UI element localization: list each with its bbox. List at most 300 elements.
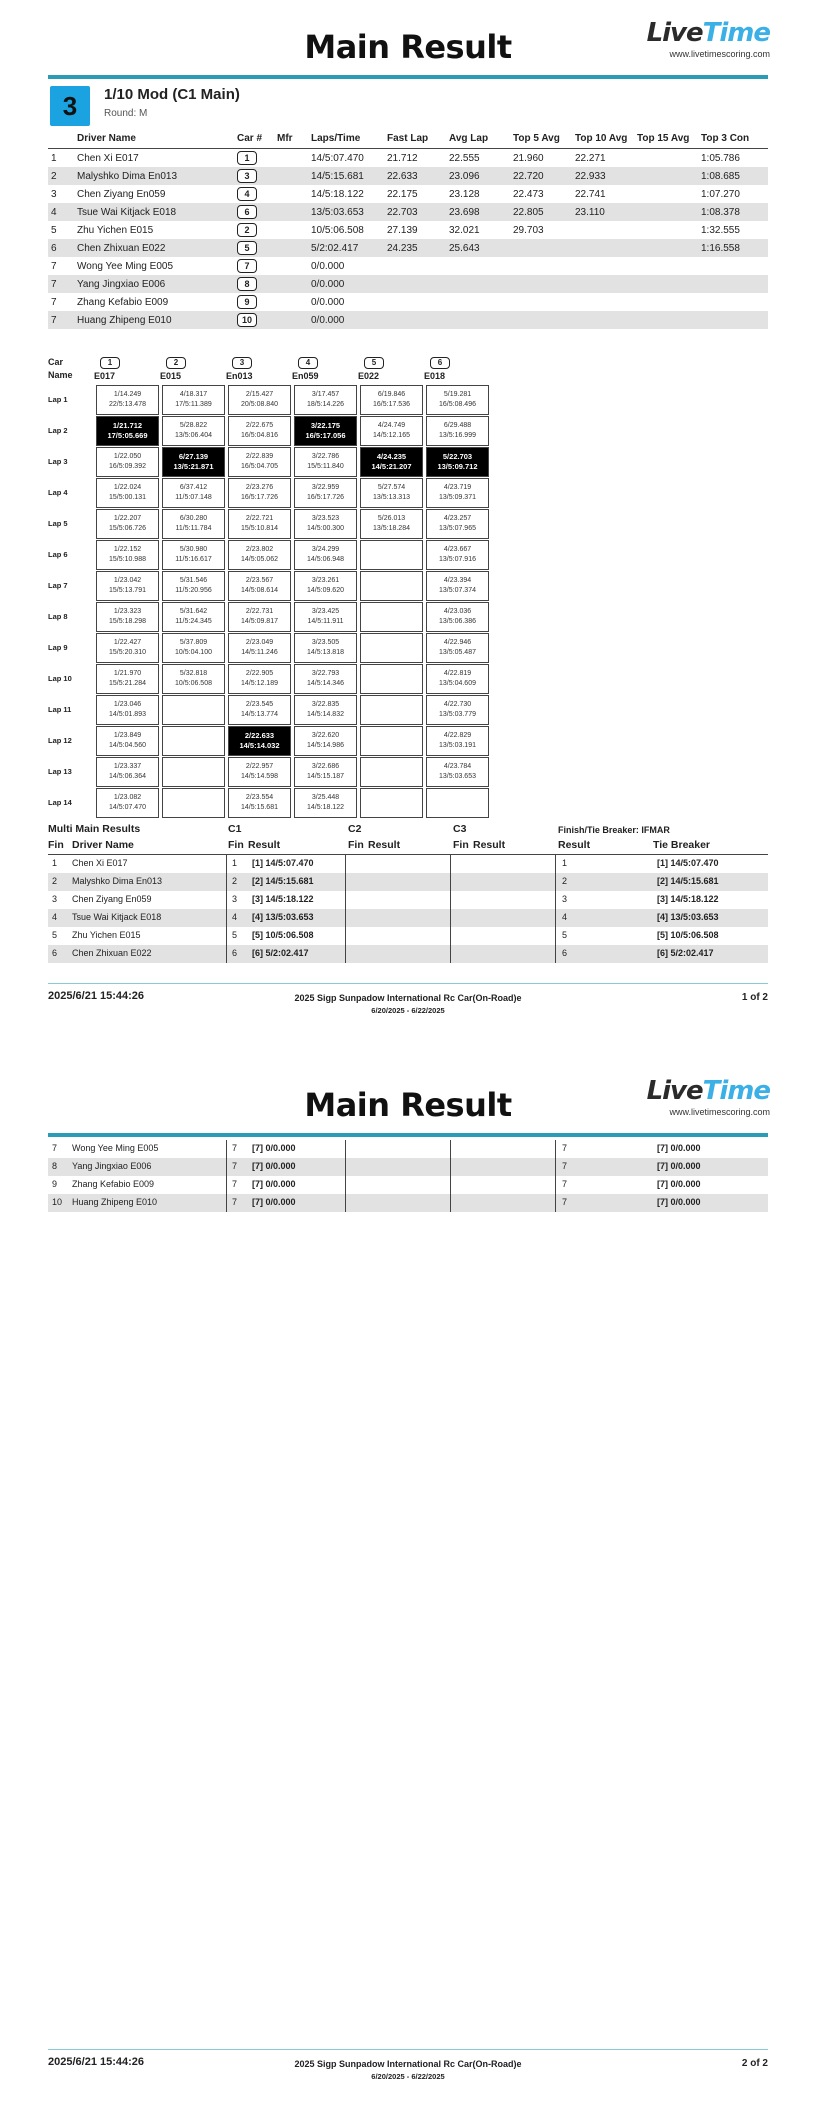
cell-mfr bbox=[274, 275, 308, 293]
lap-cell bbox=[162, 385, 225, 415]
mm-result: 7 bbox=[562, 1179, 568, 1189]
mm-c1-fin: 7 bbox=[232, 1179, 238, 1189]
logo-time-text: Time bbox=[702, 18, 770, 48]
cell-top10: 23.110 bbox=[572, 203, 634, 221]
lap-total-time: 16/5:08.496 bbox=[439, 401, 476, 408]
mm-c1-fin: 2 bbox=[232, 876, 238, 886]
fin-header: Fin bbox=[48, 839, 64, 851]
lap-cell bbox=[294, 447, 357, 477]
lap-position-time: 4/23.719 bbox=[443, 484, 472, 491]
lap-cell bbox=[162, 509, 225, 539]
table-row bbox=[48, 185, 768, 203]
lap-cell bbox=[360, 509, 423, 539]
cell-top3con bbox=[698, 293, 768, 311]
cell-top10 bbox=[572, 311, 634, 329]
lap-cell bbox=[162, 416, 225, 446]
lap-position-time: 1/22.024 bbox=[113, 484, 142, 491]
results-table bbox=[48, 128, 768, 329]
cell-top15 bbox=[634, 239, 698, 257]
lap-cell-empty bbox=[360, 726, 423, 756]
lap-position-time: 4/24.749 bbox=[377, 422, 406, 429]
column-divider bbox=[345, 1140, 346, 1212]
lap-total-time: 15/5:06.726 bbox=[109, 525, 146, 532]
lap-cell bbox=[228, 602, 291, 632]
cell-fast: 22.703 bbox=[384, 203, 446, 221]
col-top15-avg: Top 15 Avg bbox=[634, 128, 698, 149]
lap-total-time: 13/5:18.284 bbox=[373, 525, 410, 532]
lap-total-time: 15/5:10.988 bbox=[109, 556, 146, 563]
driver-name-header: Driver Name bbox=[72, 839, 134, 851]
mm-c1-result: [1] 14/5:07.470 bbox=[252, 858, 314, 868]
cell-fast: 22.175 bbox=[387, 188, 418, 200]
lap-total-time: 16/5:17.056 bbox=[305, 431, 346, 440]
lap-total-time: 13/5:07.916 bbox=[439, 556, 476, 563]
lap-column-header bbox=[94, 357, 158, 381]
lap-cell bbox=[162, 571, 225, 601]
lap-cell bbox=[426, 757, 489, 787]
lap-total-time: 14/5:14.986 bbox=[307, 742, 344, 749]
col-mfr: Mfr bbox=[274, 128, 308, 149]
lap-position-time: 2/22.905 bbox=[245, 670, 274, 677]
lap-total-time: 14/5:12.165 bbox=[373, 432, 410, 439]
cell-top3con: 1:16.558 bbox=[698, 239, 768, 257]
mm-driver: Chen Ziyang En059 bbox=[72, 894, 152, 904]
lap-cell bbox=[96, 447, 159, 477]
mm-c1-result: [3] 14/5:18.122 bbox=[252, 894, 314, 904]
lap-total-time: 16/5:17.726 bbox=[307, 494, 344, 501]
lap-position-time: 4/23.784 bbox=[443, 763, 472, 770]
cell-mfr bbox=[274, 239, 308, 257]
mm-result: 4 bbox=[562, 912, 568, 922]
footer-dates-2: 6/20/2025 - 6/22/2025 bbox=[371, 2072, 445, 2081]
lap-position-time: 4/22.946 bbox=[443, 639, 472, 646]
lap-total-time: 13/5:16.999 bbox=[439, 432, 476, 439]
c3-fin-header: Fin bbox=[453, 839, 469, 851]
cell-pos: 7 bbox=[51, 296, 57, 308]
cell-driver: Wong Yee Ming E005 bbox=[77, 260, 174, 272]
lap-total-time: 11/5:20.956 bbox=[175, 587, 212, 594]
multi-main-row bbox=[48, 1176, 768, 1194]
footer-rule-1 bbox=[48, 983, 768, 984]
cell-top3con bbox=[698, 257, 768, 275]
mm-fin: 2 bbox=[52, 876, 58, 886]
mm-driver: Tsue Wai Kitjack E018 bbox=[72, 912, 162, 922]
lap-cell-empty bbox=[360, 788, 423, 818]
cell-laps: 14/5:15.681 bbox=[308, 167, 384, 185]
mm-tiebreaker: [3] 14/5:18.122 bbox=[657, 894, 719, 904]
lap-cell-empty bbox=[360, 695, 423, 725]
car-number-badge: 1 bbox=[237, 151, 257, 165]
lap-total-time: 13/5:03.191 bbox=[439, 742, 476, 749]
cell-top10 bbox=[572, 221, 634, 239]
livetime-logo-2 bbox=[630, 1076, 770, 1116]
car-number-badge: 6 bbox=[430, 357, 450, 369]
lap-total-time: 14/5:04.560 bbox=[109, 742, 146, 749]
lap-position-time: 3/23.523 bbox=[311, 515, 340, 522]
cell-fast: 21.712 bbox=[387, 152, 418, 164]
lap-cell bbox=[96, 571, 159, 601]
lap-total-time: 11/5:11.784 bbox=[175, 525, 212, 532]
logo-time-text-2: Time bbox=[702, 1076, 770, 1106]
mm-fin: 10 bbox=[52, 1197, 63, 1207]
lap-position-time: 6/37.412 bbox=[179, 484, 208, 491]
cell-fast: 27.139 bbox=[387, 224, 418, 236]
car-number-cell bbox=[234, 275, 274, 293]
table-row bbox=[48, 311, 768, 329]
cell-fast: 22.633 bbox=[384, 167, 446, 185]
lap-cell bbox=[294, 726, 357, 756]
lap-cell bbox=[294, 788, 357, 818]
lap-position-time: 1/14.249 bbox=[113, 391, 142, 398]
mm-fin: 8 bbox=[52, 1161, 58, 1171]
cell-pos: 4 bbox=[48, 203, 74, 221]
mm-tiebreaker: [7] 0/0.000 bbox=[657, 1143, 701, 1153]
lap-position-time: 4/23.257 bbox=[443, 515, 472, 522]
lap-position-time: 3/22.175 bbox=[310, 421, 341, 430]
col-car: Car # bbox=[234, 128, 274, 149]
lap-position-time: 5/32.818 bbox=[179, 670, 208, 677]
lap-position-time: 6/30.280 bbox=[179, 515, 208, 522]
multi-main-row bbox=[48, 1140, 768, 1158]
lap-position-time: 4/22.730 bbox=[443, 701, 472, 708]
lap-position-time: 4/18.317 bbox=[179, 391, 208, 398]
multi-main-row bbox=[48, 855, 768, 873]
results-header-row bbox=[48, 128, 768, 149]
column-divider bbox=[450, 855, 451, 963]
mm-c1-result: [7] 0/0.000 bbox=[252, 1197, 296, 1207]
cell-top15 bbox=[634, 203, 698, 221]
lap-total-time: 16/5:09.392 bbox=[109, 463, 146, 470]
page-title-2: Main Result bbox=[304, 1086, 512, 1124]
header-rule bbox=[48, 75, 768, 79]
lap-total-time: 22/5:13.478 bbox=[109, 401, 146, 408]
lap-cell bbox=[426, 695, 489, 725]
cell-mfr bbox=[274, 185, 308, 203]
col-fast-lap: Fast Lap bbox=[384, 128, 446, 149]
lap-cell-empty bbox=[360, 540, 423, 570]
col-driver-name: Driver Name bbox=[74, 128, 234, 149]
lap-cell bbox=[228, 509, 291, 539]
lap-position-time: 5/31.546 bbox=[179, 577, 208, 584]
multi-main-row bbox=[48, 1194, 768, 1212]
mm-tiebreaker: [4] 13/5:03.653 bbox=[657, 912, 719, 922]
lap-position-time: 5/28.822 bbox=[179, 422, 208, 429]
lap-position-time: 2/23.276 bbox=[245, 484, 274, 491]
lap-cell-empty bbox=[162, 757, 225, 787]
lap-position-time: 1/21.970 bbox=[113, 670, 142, 677]
cell-mfr bbox=[274, 311, 308, 329]
lap-position-time: 2/22.633 bbox=[244, 731, 275, 740]
logo-url: www.livetimescoring.com bbox=[669, 49, 770, 59]
lap-total-time: 14/5:14.598 bbox=[241, 773, 278, 780]
lap-position-time: 1/21.712 bbox=[112, 421, 143, 430]
lap-cell-best bbox=[360, 447, 423, 477]
lap-total-time: 13/5:09.371 bbox=[439, 494, 476, 501]
lap-column-driver: En013 bbox=[226, 371, 253, 381]
lap-cell bbox=[360, 478, 423, 508]
cell-driver: Zhang Kefabio E009 bbox=[77, 296, 169, 308]
cell-laps: 0/0.000 bbox=[311, 296, 345, 308]
lap-cell-empty bbox=[360, 602, 423, 632]
car-number-cell bbox=[234, 185, 274, 203]
car-number-cell bbox=[234, 203, 274, 221]
lap-total-time: 14/5:11.246 bbox=[241, 649, 278, 656]
lap-position-time: 6/29.488 bbox=[443, 422, 472, 429]
mm-driver: Yang Jingxiao E006 bbox=[72, 1161, 152, 1171]
lap-cell bbox=[162, 478, 225, 508]
lap-total-time: 13/5:13.313 bbox=[373, 494, 410, 501]
lap-cell-empty bbox=[162, 788, 225, 818]
tiebreaker-title: Finish/Tie Breaker: IFMAR bbox=[558, 825, 670, 835]
mm-result: 6 bbox=[562, 948, 568, 958]
lap-label: Lap 11 bbox=[48, 705, 72, 714]
lap-cell bbox=[360, 385, 423, 415]
cell-top15 bbox=[634, 257, 698, 275]
mm-fin: 7 bbox=[52, 1143, 58, 1153]
lap-cell bbox=[228, 416, 291, 446]
cell-avg: 23.128 bbox=[449, 188, 480, 200]
lap-position-time: 3/25.448 bbox=[311, 794, 340, 801]
lap-cell bbox=[294, 757, 357, 787]
lap-total-time: 14/5:12.189 bbox=[241, 680, 278, 687]
table-row bbox=[48, 239, 768, 257]
c2-result-header: Result bbox=[368, 839, 401, 851]
lap-position-time: 2/15.427 bbox=[245, 391, 274, 398]
column-divider bbox=[226, 855, 227, 963]
lap-column-driver: En059 bbox=[292, 371, 319, 381]
cell-top15 bbox=[634, 149, 698, 168]
column-divider bbox=[226, 1140, 227, 1212]
lap-cell bbox=[96, 540, 159, 570]
footer-page-number-2: 2 of 2 bbox=[741, 2058, 768, 2069]
mm-fin: 5 bbox=[52, 930, 58, 940]
cell-pos: 7 bbox=[51, 260, 57, 272]
cell-driver: Zhu Yichen E015 bbox=[77, 224, 154, 236]
lap-column-header bbox=[292, 357, 356, 381]
lap-cell-best bbox=[228, 726, 291, 756]
mm-result: 7 bbox=[562, 1161, 568, 1171]
cell-top3con: 1:08.685 bbox=[698, 167, 768, 185]
col-top3-con: Top 3 Con bbox=[698, 128, 768, 149]
mm-driver: Chen Zhixuan E022 bbox=[72, 948, 152, 958]
footer-timestamp: 2025/6/21 15:44:26 bbox=[48, 990, 145, 1002]
lap-total-time: 16/5:17.726 bbox=[241, 494, 278, 501]
table-row bbox=[48, 149, 768, 168]
lap-position-time: 3/23.261 bbox=[311, 577, 340, 584]
lap-cell bbox=[426, 416, 489, 446]
table-row bbox=[48, 293, 768, 311]
mm-result: 5 bbox=[562, 930, 568, 940]
lap-cell bbox=[228, 385, 291, 415]
cell-top10: 22.933 bbox=[572, 167, 634, 185]
cell-top5 bbox=[510, 275, 572, 293]
lap-total-time: 14/5:15.681 bbox=[241, 804, 278, 811]
car-number-badge: 4 bbox=[237, 187, 257, 201]
car-number-badge: 3 bbox=[232, 357, 252, 369]
mm-tiebreaker: [5] 10/5:06.508 bbox=[657, 930, 719, 940]
car-number-cell bbox=[234, 311, 274, 329]
lap-chart-header bbox=[48, 357, 488, 385]
cell-top15 bbox=[634, 311, 698, 329]
lap-total-time: 15/5:11.840 bbox=[307, 463, 344, 470]
lap-total-time: 17/5:05.669 bbox=[107, 431, 148, 440]
cell-laps: 0/0.000 bbox=[311, 260, 345, 272]
col-avg-lap: Avg Lap bbox=[446, 128, 510, 149]
lap-total-time: 14/5:15.187 bbox=[307, 773, 344, 780]
lap-position-time: 3/22.620 bbox=[311, 732, 340, 739]
mm-c1-fin: 1 bbox=[232, 858, 238, 868]
lap-total-time: 14/5:08.614 bbox=[241, 587, 278, 594]
mm-c1-result: [7] 0/0.000 bbox=[252, 1143, 296, 1153]
mm-tiebreaker: [1] 14/5:07.470 bbox=[657, 858, 719, 868]
lap-cell-empty bbox=[360, 757, 423, 787]
mm-result: 1 bbox=[562, 858, 568, 868]
lap-total-time: 15/5:18.298 bbox=[109, 618, 146, 625]
cell-top10 bbox=[572, 239, 634, 257]
cell-top5: 22.805 bbox=[510, 203, 572, 221]
cell-laps: 0/0.000 bbox=[308, 311, 384, 329]
lap-cell bbox=[294, 478, 357, 508]
lap-total-time: 15/5:00.131 bbox=[109, 494, 146, 501]
lap-position-time: 2/23.554 bbox=[245, 794, 274, 801]
cell-avg: 32.021 bbox=[449, 224, 480, 236]
lap-cell bbox=[294, 695, 357, 725]
lap-label: Lap 13 bbox=[48, 767, 72, 776]
header-rule-2 bbox=[48, 1133, 768, 1137]
lap-label: Lap 2 bbox=[48, 426, 68, 435]
lap-column-driver: E017 bbox=[94, 371, 116, 381]
cell-top15 bbox=[634, 275, 698, 293]
cell-top3con bbox=[698, 311, 768, 329]
page-title: Main Result bbox=[304, 28, 512, 66]
lap-total-time: 14/5:21.207 bbox=[371, 462, 412, 471]
logo-live-text: Live bbox=[646, 18, 703, 48]
cell-top5 bbox=[510, 257, 572, 275]
lap-total-time: 15/5:13.791 bbox=[109, 587, 146, 594]
cell-driver: Malyshko Dima En013 bbox=[74, 167, 234, 185]
mm-c1-fin: 7 bbox=[232, 1143, 238, 1153]
lap-cell-best bbox=[96, 416, 159, 446]
lap-cell bbox=[96, 602, 159, 632]
lap-cell bbox=[426, 726, 489, 756]
lap-position-time: 1/23.082 bbox=[113, 794, 142, 801]
footer-page1 bbox=[48, 988, 768, 1018]
lap-position-time: 2/23.049 bbox=[245, 639, 274, 646]
lap-label: Lap 8 bbox=[48, 612, 68, 621]
mm-tiebreaker: [7] 0/0.000 bbox=[657, 1161, 701, 1171]
cell-pos: 5 bbox=[51, 224, 57, 236]
mm-c1-result: [7] 0/0.000 bbox=[252, 1161, 296, 1171]
c1-result-header: Result bbox=[248, 839, 281, 851]
lap-total-time: 14/5:09.620 bbox=[307, 587, 344, 594]
mm-result: 3 bbox=[562, 894, 568, 904]
lap-cell bbox=[426, 664, 489, 694]
car-number-badge: 4 bbox=[298, 357, 318, 369]
lap-position-time: 2/22.839 bbox=[245, 453, 274, 460]
lap-position-time: 4/24.235 bbox=[376, 452, 407, 461]
car-number-cell bbox=[234, 293, 274, 311]
lap-position-time: 1/23.042 bbox=[113, 577, 142, 584]
lap-cell bbox=[96, 385, 159, 415]
lap-column-header bbox=[424, 357, 488, 381]
logo-live-text-2: Live bbox=[646, 1076, 703, 1106]
c3-result-header: Result bbox=[473, 839, 506, 851]
lap-total-time: 16/5:04.705 bbox=[241, 463, 278, 470]
lap-total-time: 14/5:13.774 bbox=[241, 711, 278, 718]
cell-top10: 22.271 bbox=[575, 152, 606, 164]
car-number-badge: 7 bbox=[237, 259, 257, 273]
lap-label: Lap 3 bbox=[48, 457, 68, 466]
cell-top15 bbox=[634, 167, 698, 185]
cell-mfr bbox=[274, 203, 308, 221]
cell-mfr bbox=[274, 149, 308, 168]
lap-column-header bbox=[160, 357, 224, 381]
car-number-badge: 2 bbox=[237, 223, 257, 237]
lap-total-time: 17/5:11.389 bbox=[175, 401, 212, 408]
lap-cell bbox=[294, 633, 357, 663]
lap-cell-empty bbox=[360, 571, 423, 601]
cell-laps: 14/5:18.122 bbox=[311, 188, 364, 200]
lap-total-time: 13/5:07.965 bbox=[439, 525, 476, 532]
cell-top10 bbox=[572, 275, 634, 293]
c1-header: C1 bbox=[228, 823, 242, 835]
lap-total-time: 14/5:06.364 bbox=[109, 773, 146, 780]
mm-c1-fin: 4 bbox=[232, 912, 238, 922]
lap-position-time: 2/22.731 bbox=[245, 608, 274, 615]
car-number-badge: 2 bbox=[166, 357, 186, 369]
cell-pos: 3 bbox=[51, 188, 57, 200]
mm-fin: 6 bbox=[52, 948, 58, 958]
mm-fin: 1 bbox=[52, 858, 58, 868]
lap-cell bbox=[426, 571, 489, 601]
cell-laps: 13/5:03.653 bbox=[308, 203, 384, 221]
lap-position-time: 2/22.721 bbox=[245, 515, 274, 522]
lap-total-time: 11/5:24.345 bbox=[175, 618, 212, 625]
lap-column-driver: E018 bbox=[424, 371, 446, 381]
cell-top5: 29.703 bbox=[513, 224, 544, 236]
cell-top3con: 1:32.555 bbox=[701, 224, 740, 236]
lap-position-time: 2/22.957 bbox=[245, 763, 274, 770]
multi-main-row bbox=[48, 909, 768, 927]
cell-pos: 2 bbox=[48, 167, 74, 185]
footer-event-2: 2025 Sigp Sunpadow International Rc Car(On-Road)e bbox=[294, 2059, 522, 2069]
lap-position-time: 2/23.567 bbox=[245, 577, 274, 584]
lap-cell bbox=[96, 633, 159, 663]
mm-driver: Wong Yee Ming E005 bbox=[72, 1143, 159, 1153]
lap-position-time: 1/22.207 bbox=[113, 515, 142, 522]
lap-position-time: 3/24.299 bbox=[311, 546, 340, 553]
lap-position-time: 1/23.046 bbox=[113, 701, 142, 708]
lap-cell bbox=[162, 664, 225, 694]
lap-total-time: 15/5:21.284 bbox=[109, 680, 146, 687]
lap-cell-empty bbox=[360, 633, 423, 663]
lap-cell bbox=[294, 540, 357, 570]
lap-total-time: 14/5:00.300 bbox=[307, 525, 344, 532]
lap-column-driver: E015 bbox=[160, 371, 182, 381]
lap-position-time: 6/19.846 bbox=[377, 391, 406, 398]
lap-label: Lap 7 bbox=[48, 581, 68, 590]
cell-driver: Chen Xi E017 bbox=[77, 152, 139, 164]
lap-cell bbox=[162, 633, 225, 663]
lap-cell-empty bbox=[426, 788, 489, 818]
lap-label: Lap 14 bbox=[48, 798, 72, 807]
mm-c1-result: [6] 5/2:02.417 bbox=[252, 948, 309, 958]
footer-rule-2 bbox=[48, 2049, 768, 2050]
cell-driver: Huang Zhipeng E010 bbox=[74, 311, 234, 329]
lap-total-time: 11/5:07.148 bbox=[175, 494, 212, 501]
lap-cell-best bbox=[426, 447, 489, 477]
cell-fast bbox=[384, 311, 446, 329]
